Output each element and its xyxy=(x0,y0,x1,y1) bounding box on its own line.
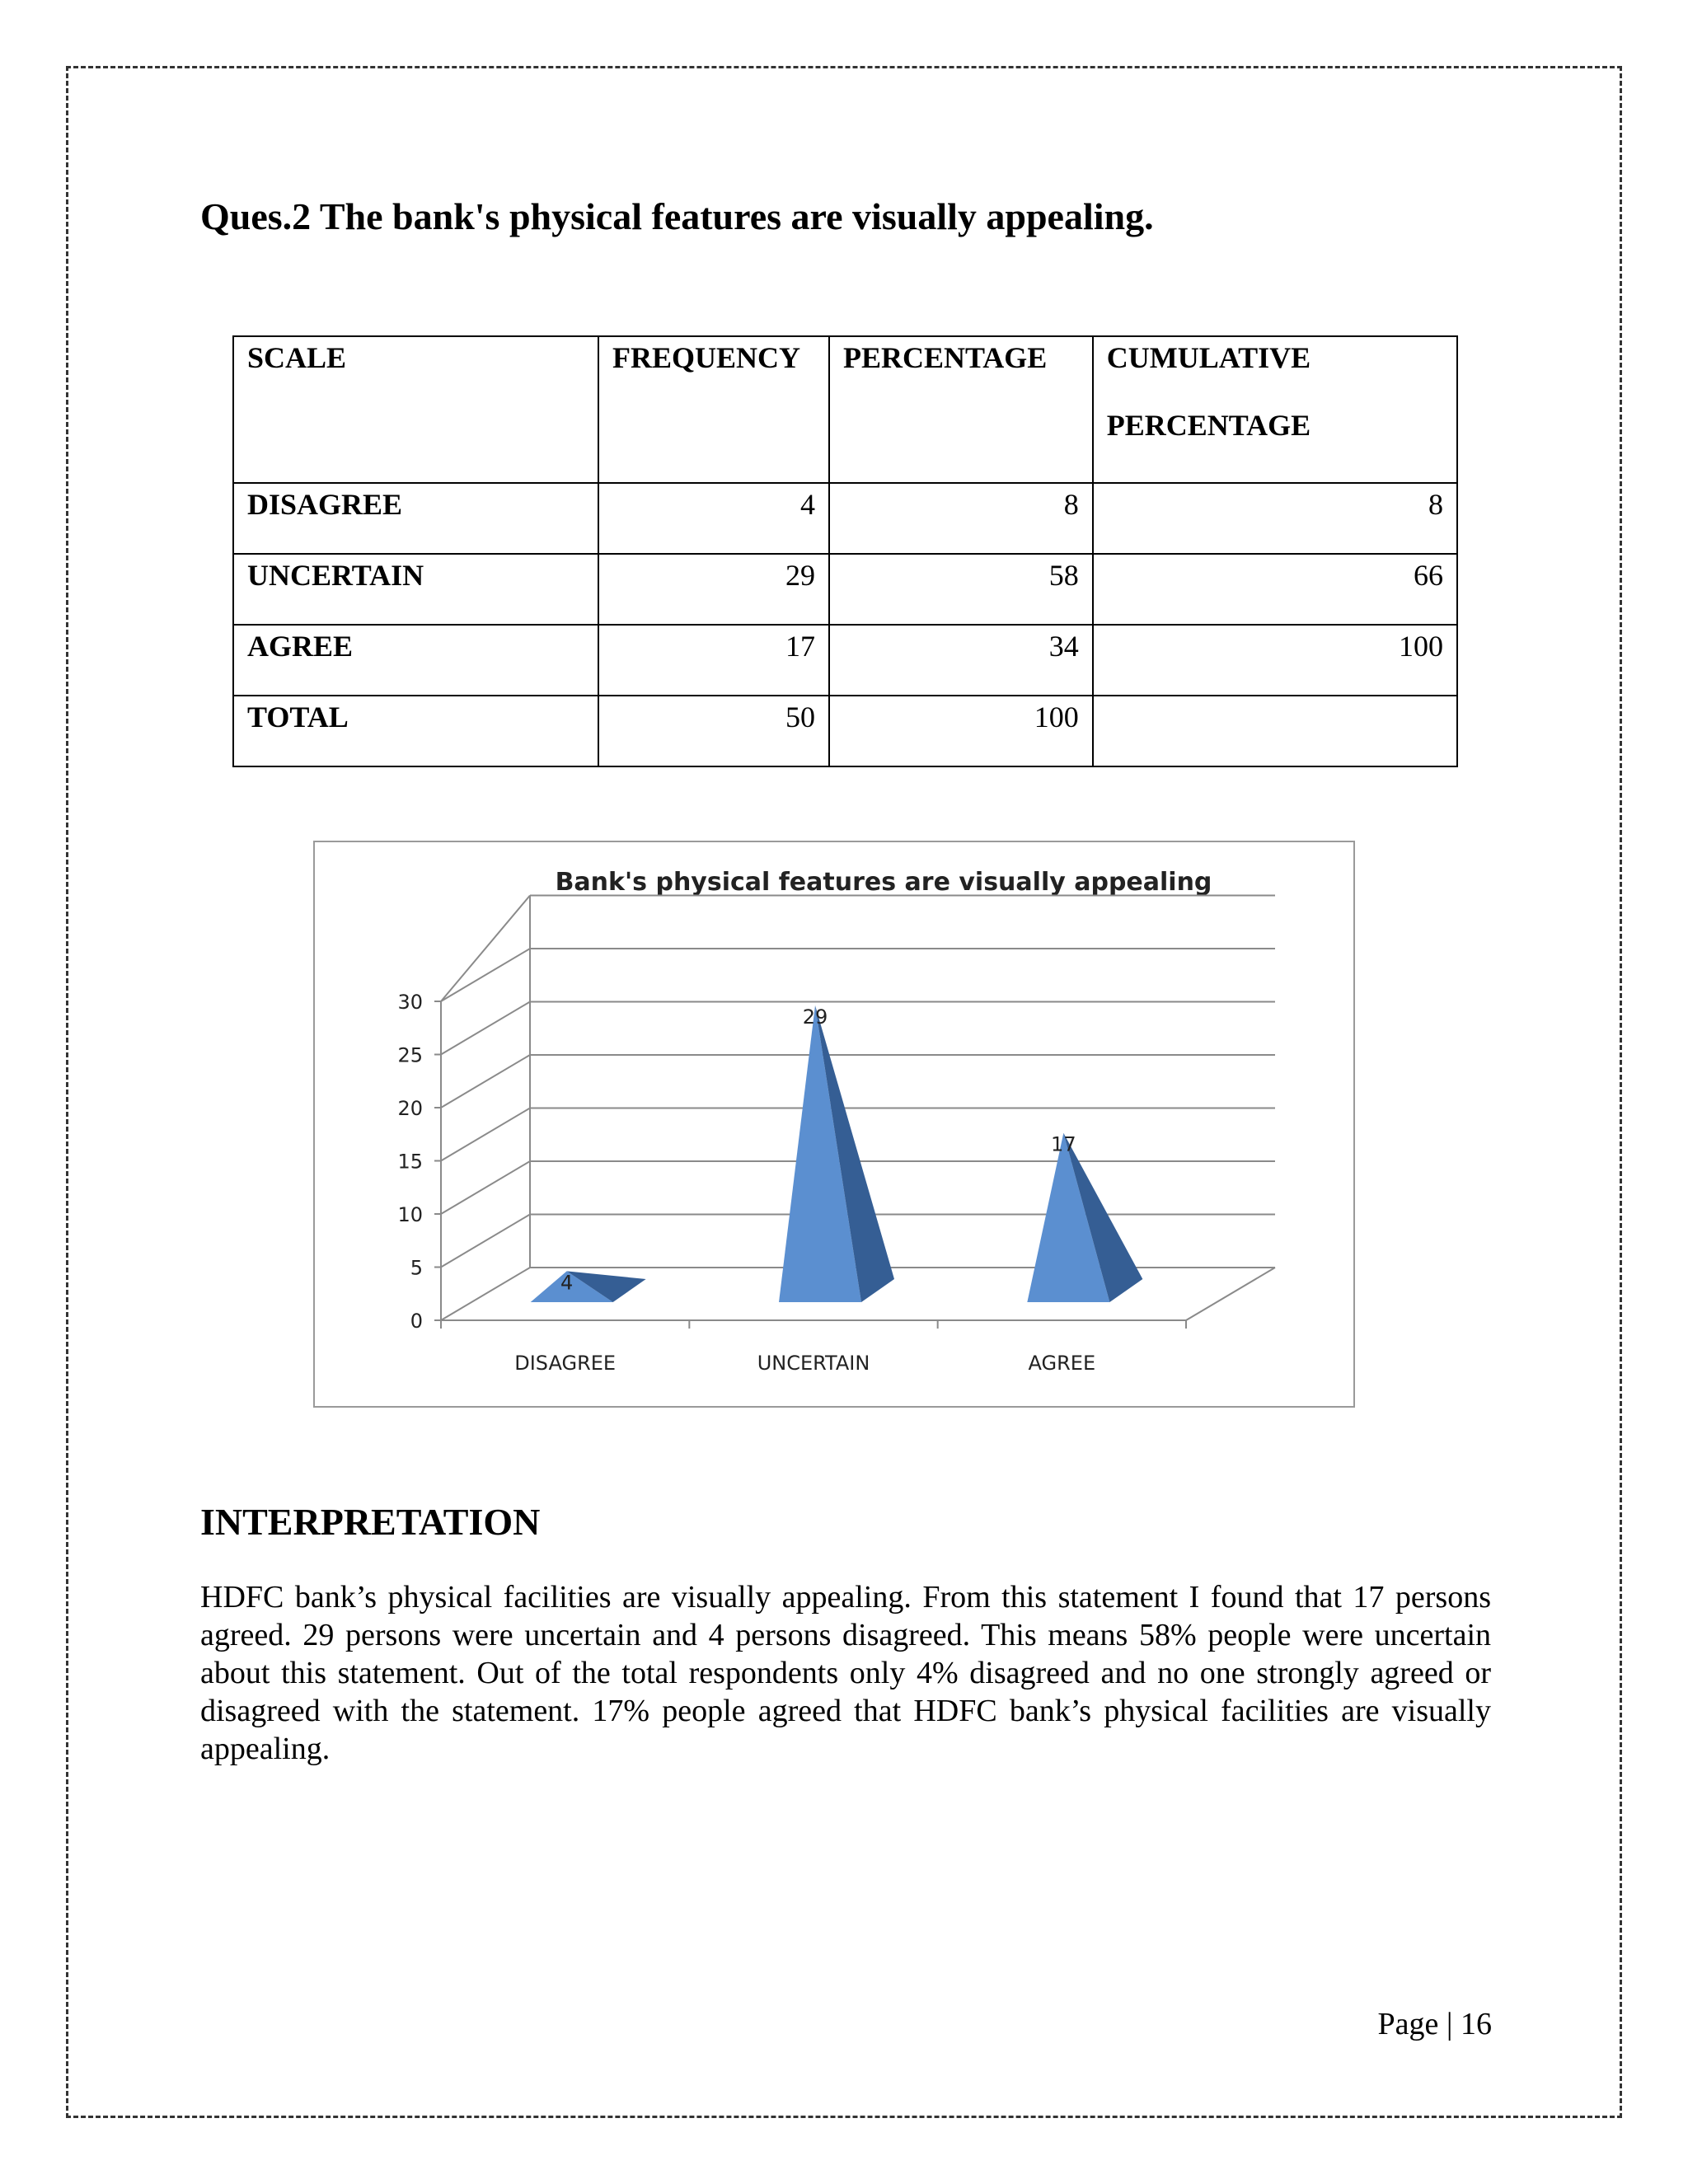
cell-cumulative: 100 xyxy=(1093,625,1457,696)
y-tick-label: 5 xyxy=(410,1256,423,1280)
header-percentage: PERCENTAGE xyxy=(829,336,1093,483)
gridline-side xyxy=(441,896,530,1002)
x-tick-label: DISAGREE xyxy=(514,1352,617,1375)
cell-frequency: 4 xyxy=(598,483,829,554)
gridline-side xyxy=(441,1215,530,1268)
gridline-side xyxy=(441,1161,530,1214)
bar-chart xyxy=(313,841,1355,1408)
y-tick-label: 25 xyxy=(397,1043,423,1067)
y-tick-label: 20 xyxy=(397,1097,423,1120)
table-row xyxy=(233,554,1457,625)
question-heading: Ques.2 The bank's physical features are visually appealing. xyxy=(200,195,1154,237)
header-cumulative-percentage xyxy=(1093,336,1457,483)
data-label: 4 xyxy=(560,1271,574,1295)
table-row xyxy=(233,625,1457,696)
interpretation-heading: INTERPRETATION xyxy=(200,1501,541,1543)
cell-frequency: 29 xyxy=(598,554,829,625)
cell-frequency: 50 xyxy=(598,696,829,766)
cell-percentage: 8 xyxy=(829,483,1093,554)
cell-cumulative xyxy=(1093,696,1457,766)
gridline-side xyxy=(441,1055,530,1108)
cell-percentage: 100 xyxy=(829,696,1093,766)
data-label: 17 xyxy=(1051,1132,1076,1156)
chart-canvas xyxy=(315,842,1357,1409)
header-scale: SCALE xyxy=(233,336,598,483)
y-tick-label: 10 xyxy=(397,1203,423,1226)
table-header-row xyxy=(233,336,1457,483)
y-tick-label: 0 xyxy=(410,1310,423,1333)
cell-scale: AGREE xyxy=(233,625,598,696)
chart-title: Bank's physical features are visually appealing xyxy=(555,868,1212,897)
header-cumulative-line1: CUMULATIVE xyxy=(1106,341,1311,374)
table-row xyxy=(233,483,1457,554)
gridline-side xyxy=(441,1002,530,1055)
y-tick-label: 15 xyxy=(397,1150,423,1174)
data-label: 29 xyxy=(802,1005,828,1029)
frequency-table xyxy=(232,335,1458,767)
gridline-side xyxy=(441,1268,530,1320)
gridline-side xyxy=(441,1108,530,1161)
cell-cumulative: 66 xyxy=(1093,554,1457,625)
y-tick-label: 30 xyxy=(397,991,423,1014)
cell-scale: TOTAL xyxy=(233,696,598,766)
cell-scale: DISAGREE xyxy=(233,483,598,554)
page-number: Page | 16 xyxy=(1377,2007,1492,2041)
x-tick-label: AGREE xyxy=(1028,1352,1096,1375)
cell-frequency: 17 xyxy=(598,625,829,696)
gridline-side xyxy=(441,949,530,1001)
header-frequency: FREQUENCY xyxy=(598,336,829,483)
header-cumulative-line2: PERCENTAGE xyxy=(1106,409,1311,442)
floor-edge xyxy=(1186,1268,1275,1320)
cell-scale: UNCERTAIN xyxy=(233,554,598,625)
cell-percentage: 58 xyxy=(829,554,1093,625)
interpretation-body: HDFC bank’s physical facilities are visually appealing. From this statement I found that 17 persons agreed. 29 persons were uncertain and 4 persons disagreed. This means 58% people were uncertain about this statement. Out of the total respondents only 4% disagreed and no one strongly agreed or disagreed with the statement. 17% people agreed that HDFC bank’s physical facilities are visually appealing. xyxy=(200,1580,1491,1766)
table-row xyxy=(233,696,1457,766)
cell-percentage: 34 xyxy=(829,625,1093,696)
cell-cumulative: 8 xyxy=(1093,483,1457,554)
x-tick-label: UNCERTAIN xyxy=(757,1352,870,1375)
